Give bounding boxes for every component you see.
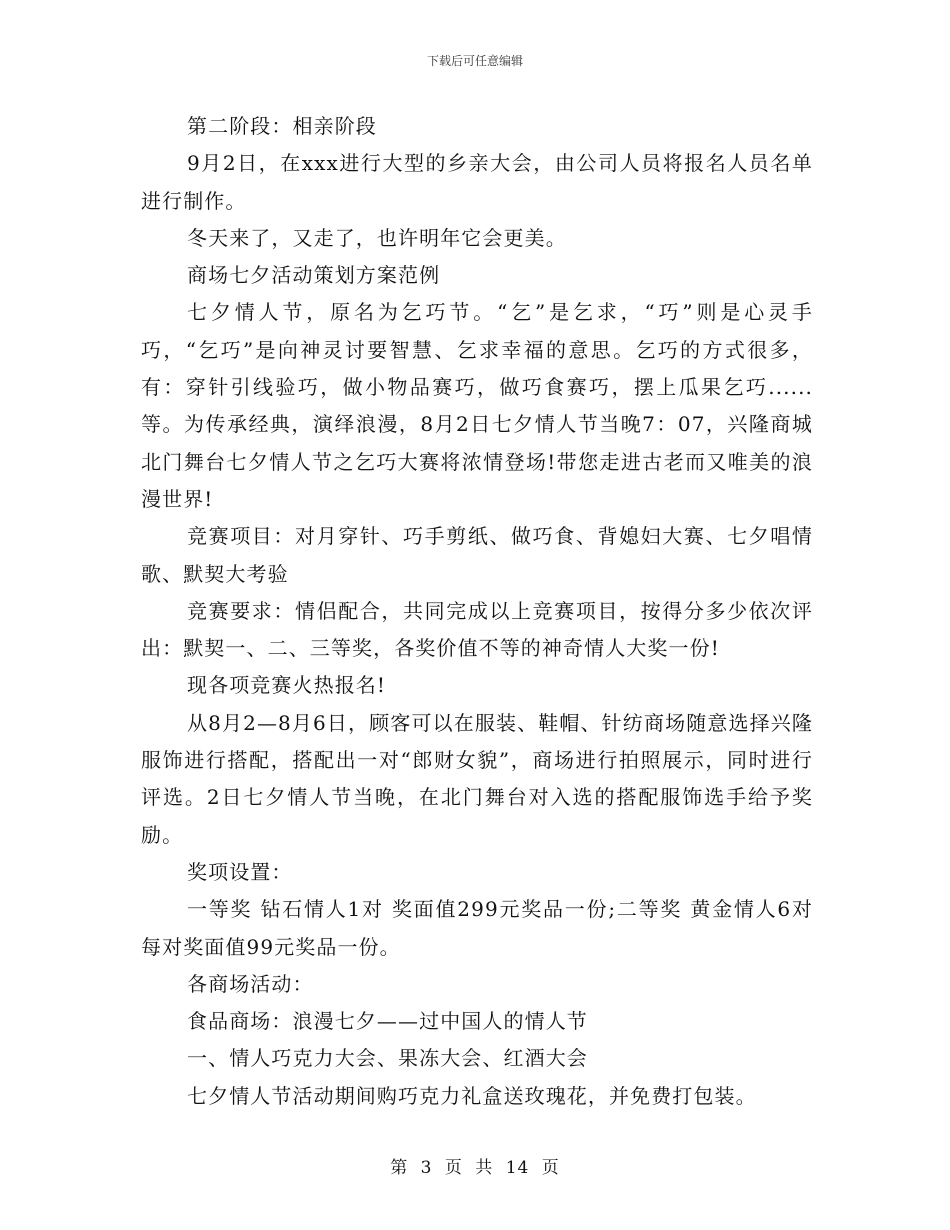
- paragraph: 竞赛要求：情侣配合，共同完成以上竞赛项目，按得分多少依次评出：默契一、二、三等奖，各奖价值不等的神奇情人大奖一份!: [141, 598, 813, 661]
- paragraph: 一等奖 钻石情人1对 奖面值299元奖品一份;二等奖 黄金情人6对 每对奖面值99元奖品一份。: [141, 897, 813, 959]
- paragraph: 奖项设置：: [187, 859, 293, 884]
- page-footer: 第 3 页 共 14 页: [390, 1158, 560, 1178]
- document-body: [141, 108, 813, 1115]
- paragraph: 9月2日，在xxx进行大型的乡亲大会，由公司人员将报名人员名单进行制作。: [141, 151, 813, 213]
- paragraph: 七夕情人节，原名为乞巧节。“乞”是乞求，“巧”则是心灵手巧，“乞巧”是向神灵讨要智慧、乞求幸福的意思。乞巧的方式很多，有：穿针引线验巧，做小物品赛巧，做巧食赛巧，摆上瓜果乞巧......等。为传承经典，演绎浪漫，8月2日七夕情人节当晚7：07，兴隆商城北门舞台七夕情人节之乞巧大赛将浓情登场!带您走进古老而又唯美的浪漫世界!: [141, 300, 813, 511]
- paragraph: 食品商场：浪漫七夕——过中国人的情人节: [187, 1009, 588, 1034]
- paragraph: 现各项竞赛火热报名!: [187, 673, 387, 698]
- paragraph: 竞赛项目：对月穿针、巧手剪纸、做巧食、背媳妇大赛、七夕唱情歌、默契大考验: [141, 524, 813, 586]
- paragraph: 从8月2—8月6日，顾客可以在服装、鞋帽、针纺商场随意选择兴隆服饰进行搭配，搭配出一对“郎财女貌”，商场进行拍照展示，同时进行评选。2日七夕情人节当晚，在北门舞台对入选的搭配服饰选手给予奖励。: [141, 710, 813, 847]
- page-header: 下载后可任意编辑: [426, 54, 523, 68]
- paragraph: 冬天来了，又走了，也许明年它会更美。: [187, 225, 567, 250]
- paragraph: 七夕情人节活动期间购巧克力礼盒送玫瑰花，并免费打包装。: [187, 1083, 757, 1108]
- paragraph: 商场七夕活动策划方案范例: [187, 263, 441, 288]
- paragraph: 一、情人巧克力大会、果冻大会、红酒大会: [187, 1046, 588, 1071]
- paragraph: 各商场活动：: [187, 971, 314, 996]
- paragraph: 第二阶段：相亲阶段: [187, 114, 377, 138]
